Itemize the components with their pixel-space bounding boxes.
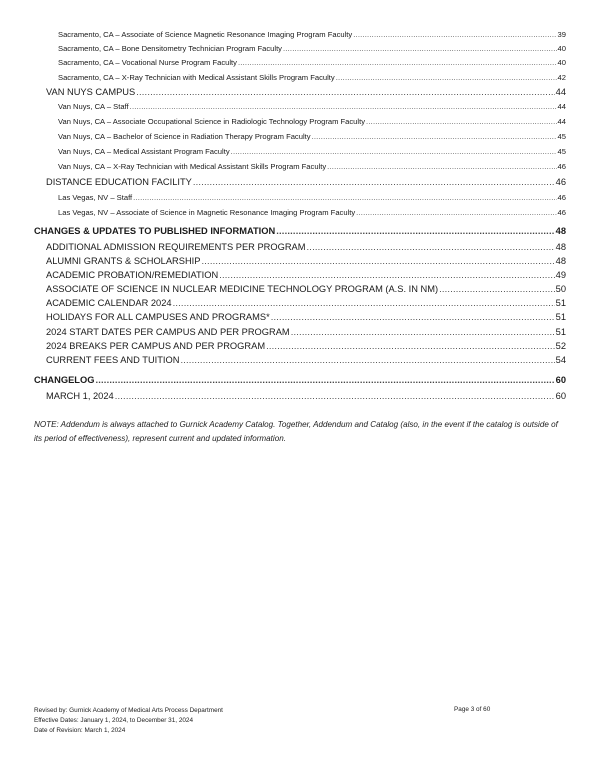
toc-leader-dots [115, 391, 555, 401]
toc-entry-page: 48 [555, 242, 566, 252]
toc-entry-title: Sacramento, CA – Bone Densitometry Technician Program Faculty [58, 44, 282, 53]
toc-entry-page: 46 [557, 208, 566, 217]
toc-entry-page: 48 [555, 226, 566, 236]
toc-entry-title: Van Nuys, CA – Bachelor of Science in Radiation Therapy Program Faculty [58, 132, 311, 141]
toc-leader-dots [95, 375, 554, 385]
toc-entry-page: 40 [557, 44, 566, 53]
toc-leader-dots [271, 312, 555, 322]
toc-entry-title: Van Nuys, CA – Staff [58, 102, 129, 111]
toc-leader-dots [219, 270, 554, 280]
toc-entry[interactable] [58, 44, 566, 53]
footer-revised-by: Revised by: Gurnick Academy of Medical Arts Process Department [34, 707, 223, 714]
toc-entry-page: 44 [557, 102, 566, 111]
toc-entry-title: CHANGELOG [34, 375, 95, 385]
toc-entry[interactable] [58, 73, 566, 82]
footer-date-of-revision: Date of Revision: March 1, 2024 [34, 727, 126, 734]
toc-entry[interactable] [58, 102, 566, 111]
toc-entry[interactable] [58, 30, 566, 39]
toc-entry-page: 45 [557, 147, 566, 156]
toc-entry-page: 51 [555, 312, 566, 322]
toc-entry[interactable] [46, 312, 566, 322]
toc-entry-page: 60 [555, 375, 566, 385]
toc-entry-page: 46 [555, 177, 566, 187]
addendum-note: NOTE: Addendum is always attached to Gurnick Academy Catalog. Together, Addendum and Catalog (also, in the event if the catalog is outside of its period of effectiveness), represent current and updated information. [34, 420, 558, 443]
toc-entry-title: 2024 BREAKS PER CAMPUS AND PER PROGRAM [46, 341, 266, 351]
toc-leader-dots [180, 355, 554, 365]
toc-entry-page: 51 [555, 327, 566, 337]
toc-entry[interactable] [46, 341, 566, 351]
page-footer [34, 706, 223, 736]
toc-entry[interactable] [46, 327, 566, 337]
toc-entry[interactable] [46, 242, 566, 252]
toc-entry[interactable] [46, 355, 566, 365]
toc-entry-page: 46 [557, 193, 566, 202]
toc-entry-page: 40 [557, 58, 566, 67]
toc-leader-dots [231, 147, 557, 156]
toc-entry-title: Sacramento, CA – Associate of Science Magnetic Resonance Imaging Program Faculty [58, 30, 353, 39]
toc-leader-dots [312, 132, 557, 141]
toc-entry-title: 2024 START DATES PER CAMPUS AND PER PROGRAM [46, 327, 290, 337]
toc-leader-dots [266, 341, 555, 351]
toc-entry[interactable] [58, 208, 566, 217]
toc-entry-page: 44 [557, 117, 566, 126]
toc-entry[interactable] [58, 58, 566, 67]
toc-leader-dots [366, 117, 557, 126]
toc-entry-page: 44 [555, 87, 566, 97]
toc-leader-dots [336, 73, 557, 82]
toc-entry[interactable] [46, 298, 566, 308]
toc-leader-dots [283, 44, 557, 53]
toc-leader-dots [356, 208, 556, 217]
toc-entry[interactable] [58, 117, 566, 126]
toc-leader-dots [439, 284, 555, 294]
toc-entry-title: ADDITIONAL ADMISSION REQUIREMENTS PER PROGRAM [46, 242, 306, 252]
toc-entry-title: Sacramento, CA – X-Ray Technician with Medical Assistant Skills Program Faculty [58, 73, 335, 82]
toc-entry-page: 49 [555, 270, 566, 280]
toc-entry-title: CURRENT FEES AND TUITION [46, 355, 180, 365]
toc-entry[interactable] [46, 87, 566, 97]
toc-entry-title: VAN NUYS CAMPUS [46, 87, 136, 97]
toc-leader-dots [276, 226, 554, 236]
toc-entry-title: CHANGES & UPDATES TO PUBLISHED INFORMATION [34, 226, 276, 236]
toc-leader-dots [291, 327, 555, 337]
toc-leader-dots [173, 298, 555, 308]
toc-entry-title: Las Vegas, NV – Associate of Science in Magnetic Resonance Imaging Program Faculty [58, 208, 356, 217]
toc-entry-page: 54 [555, 355, 566, 365]
toc-entry-page: 42 [557, 73, 566, 82]
toc-entry-title: ASSOCIATE OF SCIENCE IN NUCLEAR MEDICINE TECHNOLOGY PROGRAM (A.S. IN NM) [46, 284, 439, 294]
toc-entry-title: ACADEMIC PROBATION/REMEDIATION [46, 270, 219, 280]
toc-entry-page: 51 [555, 298, 566, 308]
toc-leader-dots [327, 162, 556, 171]
toc-entry-title: Van Nuys, CA – Medical Assistant Program Faculty [58, 147, 230, 156]
toc-leader-dots [353, 30, 556, 39]
toc-entry-title: Sacramento, CA – Vocational Nurse Program Faculty [58, 58, 237, 67]
toc-leader-dots [130, 102, 557, 111]
toc-entry-title: HOLIDAYS FOR ALL CAMPUSES AND PROGRAMS* [46, 312, 270, 322]
toc-entry-title: Las Vegas, NV – Staff [58, 193, 133, 202]
toc-entry[interactable] [34, 375, 566, 385]
toc-entry-page: 46 [557, 162, 566, 171]
toc-leader-dots [307, 242, 555, 252]
toc-entry-title: MARCH 1, 2024 [46, 391, 114, 401]
toc-entry-page: 50 [555, 284, 566, 294]
toc-leader-dots [201, 256, 554, 266]
toc-entry-title: Van Nuys, CA – Associate Occupational Science in Radiologic Technology Program Faculty [58, 117, 366, 126]
toc-entry[interactable] [46, 270, 566, 280]
toc-entry-title: DISTANCE EDUCATION FACILITY [46, 177, 192, 187]
toc-entry-title: Van Nuys, CA – X-Ray Technician with Medical Assistant Skills Program Faculty [58, 162, 327, 171]
toc-entry[interactable] [46, 177, 566, 187]
page-number: Page 3 of 60 [454, 706, 491, 713]
toc-entry[interactable] [46, 391, 566, 401]
toc-entry[interactable] [58, 193, 566, 202]
toc-entry-page: 52 [555, 341, 566, 351]
toc-entry-page: 48 [555, 256, 566, 266]
toc-leader-dots [133, 193, 556, 202]
toc-entry[interactable] [58, 147, 566, 156]
toc-entry-page: 45 [557, 132, 566, 141]
toc-entry[interactable] [58, 132, 566, 141]
toc-entry[interactable] [58, 162, 566, 171]
toc-entry[interactable] [46, 284, 566, 294]
toc-entry-title: ALUMNI GRANTS & SCHOLARSHIP [46, 256, 201, 266]
toc-entry-page: 39 [557, 30, 566, 39]
toc-entry-page: 60 [555, 391, 566, 401]
footer-effective-dates: Effective Dates: January 1, 2024, to December 31, 2024 [34, 717, 194, 724]
toc-leader-dots [193, 177, 555, 187]
toc-entry-title: ACADEMIC CALENDAR 2024 [46, 298, 172, 308]
toc-leader-dots [136, 87, 554, 97]
toc-entry[interactable] [46, 256, 566, 266]
toc-entry[interactable] [34, 226, 566, 236]
toc-leader-dots [238, 58, 557, 67]
